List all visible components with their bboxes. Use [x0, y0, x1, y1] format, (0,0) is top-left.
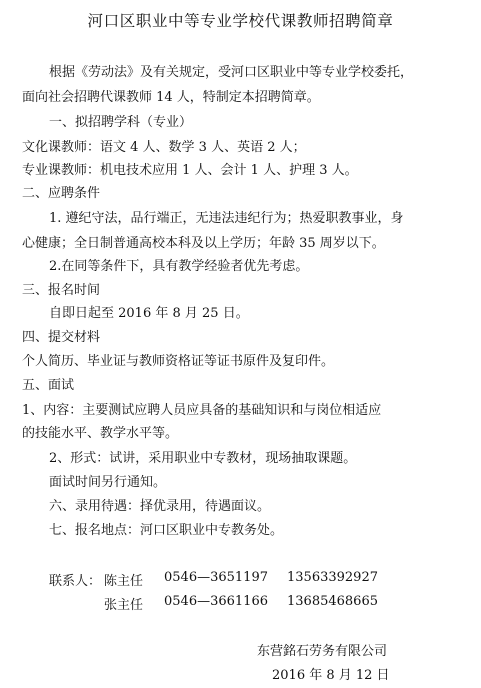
section-1-line-2: 专业课教师：机电技术应用 1 人、会计 1 人、护理 3 人。 [22, 163, 358, 178]
section-1-line-1: 文化课教师：语文 4 人、数学 3 人、英语 2 人； [22, 140, 306, 155]
section-4-heading: 四、提交材料 [22, 330, 101, 345]
section-5-item-1a: 1、内容：主要测试应聘人员应具备的基础知识和与岗位相适应 [22, 403, 382, 418]
contact-phone: 0546—3651197 [164, 570, 268, 585]
contacts-label: 联系人： [49, 574, 102, 589]
contact-name: 张主任 [104, 598, 144, 613]
section-5-item-3: 面试时间另行通知。 [49, 475, 167, 490]
signature-date: 2016 年 8 月 12 日 [272, 668, 390, 683]
intro-line-2: 面向社会招聘代课教师 14 人，特制定本招聘简章。 [22, 90, 320, 105]
intro-line-1: 根据《劳动法》及有关规定，受河口区职业中等专业学校委托， [49, 65, 414, 80]
contact-phone: 0546—3661166 [164, 594, 268, 609]
contact-name: 陈主任 [104, 574, 144, 589]
contact-mobile: 13685468665 [287, 594, 378, 609]
section-5-heading: 五、面试 [22, 378, 75, 393]
section-5-item-2: 2、形式：试讲，采用职业中专教材，现场抽取课题。 [49, 451, 357, 466]
section-3-line-1: 自即日起至 2016 年 8 月 25 日。 [49, 306, 249, 321]
signature-company: 东营銘石劳务有限公司 [257, 644, 388, 659]
section-4-line-1: 个人简历、毕业证与教师资格证等证书原件及复印件。 [22, 354, 335, 369]
contact-mobile: 13563392927 [287, 570, 378, 585]
notice-title: 河口区职业中等专业学校代课教师招聘简章 [87, 12, 394, 30]
section-6-line: 六、录用待遇：择优录用，待遇面议。 [49, 499, 271, 514]
section-7-line: 七、报名地点：河口区职业中专教务处。 [49, 523, 284, 538]
section-3-heading: 三、报名时间 [22, 283, 101, 298]
section-2-item-1b: 心健康；全日制普通高校本科及以上学历；年龄 35 周岁以下。 [22, 236, 385, 251]
section-2-item-1a: 1. 遵纪守法，品行端正，无违法违纪行为；热爱职教事业，身 [49, 211, 404, 226]
section-1-heading: 一、拟招聘学科（专业） [49, 115, 193, 130]
section-2-heading: 二、应聘条件 [22, 186, 101, 201]
section-2-item-2: 2.在同等条件下，具有教学经验者优先考虑。 [49, 259, 309, 274]
section-5-item-1b: 的技能水平、教学水平等。 [22, 426, 179, 441]
